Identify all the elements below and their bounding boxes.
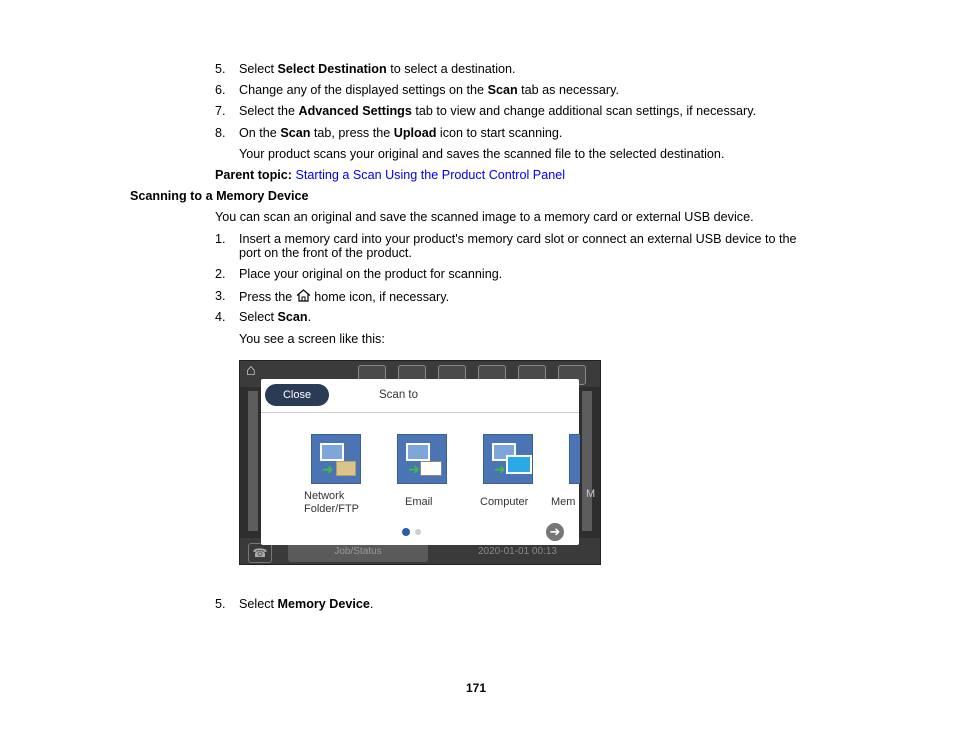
arrow-icon: ➜ bbox=[494, 461, 506, 477]
page-number: 171 bbox=[466, 681, 487, 695]
background-tile bbox=[582, 391, 592, 531]
background-tile bbox=[248, 391, 258, 531]
step-4-text: Select Scan. bbox=[239, 310, 312, 324]
email-option[interactable] bbox=[397, 434, 447, 484]
step-1-num: 1. bbox=[215, 232, 226, 246]
memory-device-label: Mem bbox=[551, 496, 576, 508]
arrow-icon: ➜ bbox=[322, 461, 334, 477]
dialog-title: Scan to bbox=[379, 389, 418, 401]
step-1-line1: Insert a memory card into your product's memory card slot or connect an external USB device to the bbox=[239, 232, 797, 246]
step-1-line2: port on the front of the product. bbox=[239, 246, 412, 260]
section-heading: Scanning to a Memory Device bbox=[130, 189, 309, 203]
monitor-icon bbox=[320, 443, 344, 461]
datetime: 2020-01-01 00:13 bbox=[478, 546, 557, 557]
partial-label: M bbox=[586, 488, 596, 500]
email-label: Email bbox=[405, 496, 433, 508]
dialog-header bbox=[261, 379, 579, 413]
step-3-text: Press the home icon, if necessary. bbox=[239, 290, 450, 304]
next-arrow-icon[interactable]: ➜ bbox=[546, 523, 564, 541]
screen-intro: You see a screen like this: bbox=[239, 332, 385, 346]
network-folder-option[interactable] bbox=[311, 434, 361, 484]
computer-option[interactable] bbox=[483, 434, 533, 484]
monitor-icon bbox=[406, 443, 430, 461]
arrow-icon: ➜ bbox=[408, 461, 420, 477]
parent-topic: Parent topic: Starting a Scan Using the Product Control Panel bbox=[215, 168, 566, 182]
computer-label: Computer bbox=[480, 496, 529, 508]
home-icon: ⌂ bbox=[246, 362, 256, 379]
scan-to-dialog bbox=[261, 379, 579, 545]
page-dot bbox=[415, 529, 421, 535]
job-status-button: Job/Status bbox=[288, 542, 428, 562]
memory-device-option[interactable] bbox=[569, 434, 580, 484]
step-4-num: 4. bbox=[215, 310, 226, 324]
page-dot-active bbox=[402, 528, 410, 536]
result-text: Your product scans your original and saves the scanned file to the selected destination. bbox=[239, 147, 725, 161]
step-5-num: 5. bbox=[215, 597, 226, 611]
step-5-text: Select Memory Device. bbox=[239, 597, 374, 611]
envelope-icon bbox=[420, 461, 442, 476]
step-2-text: Place your original on the product for scanning. bbox=[239, 267, 503, 281]
phone-icon: ☎ bbox=[248, 543, 272, 563]
scan-screen-image bbox=[239, 360, 601, 565]
home-icon bbox=[296, 289, 311, 302]
computer-icon bbox=[506, 455, 532, 474]
network-folder-label: Network Folder/FTP bbox=[304, 490, 360, 515]
step-3-num: 3. bbox=[215, 289, 226, 303]
folder-icon bbox=[336, 461, 356, 476]
intro-text: You can scan an original and save the scanned image to a memory card or external USB device. bbox=[215, 210, 754, 224]
close-button[interactable]: Close bbox=[265, 384, 329, 406]
step-2-num: 2. bbox=[215, 267, 226, 281]
parent-topic-link[interactable]: Starting a Scan Using the Product Control Panel bbox=[295, 168, 566, 182]
